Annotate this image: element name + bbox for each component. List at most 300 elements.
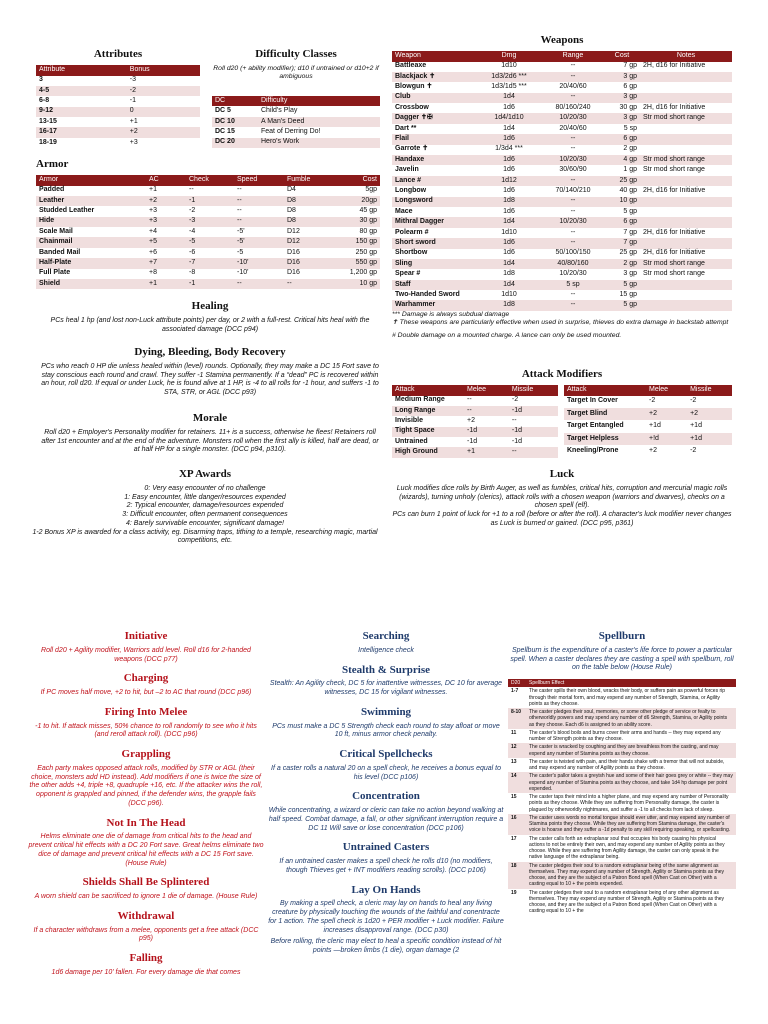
cell: 5 gp	[623, 207, 637, 215]
cell: Child's Play	[261, 107, 298, 115]
grappling-text: Each party makes opposed attack rolls, modified by STR or AGL (their choice, monsters add HD instead). Add modifiers if one is twice the size of the other adds +4, triple +8, quadruple +16, etc. If the attacker wins the roll, opponent is grappled and pinned, if the defender wins, the grapple fails (DCC p96).	[29, 764, 263, 807]
cell: -1d	[511, 427, 523, 435]
table-row	[36, 138, 200, 148]
table-row	[508, 835, 736, 862]
critical-spellchecks-section	[268, 748, 504, 782]
table-row	[36, 258, 380, 268]
cell	[640, 300, 732, 310]
cell: 1d12	[501, 176, 517, 184]
cell: +8	[149, 269, 157, 277]
cell: 1d6	[503, 238, 515, 246]
table-row	[212, 138, 380, 148]
table-row	[564, 420, 732, 432]
cell: 3 gp	[623, 114, 637, 122]
cell: 18	[511, 862, 517, 869]
cell: Lance #	[395, 176, 422, 184]
cell: 5 gp	[623, 280, 637, 288]
cell: 30/60/90	[559, 166, 587, 174]
cell: 2H, d16 for Initiative	[643, 103, 706, 111]
cell: --	[467, 406, 472, 414]
stealth-surprise-title: Stealth & Surprise	[342, 663, 430, 676]
concentration-text: While concentrating, a wizard or cleric can take no action beyond walking at half speed. Combat damage, a fall, or other significant interruption require a DC 11 Will save or lose concentration (DCC p106)	[268, 807, 504, 832]
cell: --	[570, 145, 576, 153]
cell: --	[570, 72, 576, 80]
cell: +2	[649, 409, 657, 417]
xp-line: 0: Very easy encounter of no challenge	[144, 484, 266, 492]
cell: +7	[149, 259, 157, 267]
cell: 7 gp	[623, 228, 637, 236]
cell: DC 15	[215, 128, 235, 136]
lay-on-hands-text: Before rolling, the cleric may elect to heal a specific condition instead of hit points —broken limbs (1 die), organ damage (2	[270, 938, 502, 954]
cell: --	[570, 93, 576, 101]
cell: 13	[511, 758, 517, 765]
col-header: Notes	[676, 51, 696, 59]
cell: 11	[511, 729, 517, 736]
untrained-casters-section	[268, 841, 504, 875]
xp-line: 2: Typical encounter, damage/resources expended	[126, 502, 284, 510]
cell: Medium Range	[395, 396, 445, 404]
dying-text: PCs who reach 0 HP die unless healed within (level) rounds. Optionally, they may make a DC 15 Fort save to stay conscious each round and crawl. They suffer -1 Stamina permanently. If a “dead” PC is recovered within an hour, roll d20. If equal or under Luck, he is found alive at 1 HP, is -4 to all rolls for -1 hour, and suffers -1 to STA, STR, or AGL (DCC p93)	[41, 362, 379, 396]
cell: 10/20/30	[559, 114, 587, 122]
stealth-surprise-section	[268, 664, 504, 698]
table-row	[392, 238, 732, 248]
table-row	[508, 889, 736, 916]
morale-section	[40, 412, 380, 455]
col-header: Attack	[567, 385, 587, 393]
cell: Garrote ✝	[395, 145, 429, 153]
cell: +2	[467, 417, 475, 425]
table-row	[392, 217, 732, 227]
cell: D12	[287, 227, 300, 235]
cell: Str mod short range	[643, 166, 705, 174]
cell: --	[570, 228, 576, 236]
cell: --	[570, 301, 576, 309]
withdrawal-section	[28, 910, 264, 944]
critical-spellchecks-text: If a caster rolls a natural 20 on a spell check, he receives a bonus equal to his level (DCC p106)	[271, 764, 501, 781]
cell: 20gp	[361, 196, 377, 204]
cell: 10/20/30	[559, 218, 587, 226]
cell: +3	[129, 138, 138, 146]
searching-text: Intelligence check	[358, 646, 414, 654]
table-row	[392, 82, 732, 92]
cell: 2H, d16 for Initiative	[643, 228, 706, 236]
cell: 10/20/30	[559, 270, 587, 278]
cell: 10 gp	[359, 279, 377, 287]
cell: Blackjack ✝	[395, 72, 436, 80]
cell	[640, 238, 732, 248]
cell: Handaxe	[395, 155, 425, 163]
initiative-section	[28, 630, 264, 664]
cell: -2	[690, 447, 697, 455]
cell: 20/40/60	[559, 124, 587, 132]
cell: 6-8	[39, 97, 50, 105]
cell: 6 gp	[623, 83, 637, 91]
cell: 15	[511, 794, 517, 800]
cell	[640, 176, 732, 186]
table-row	[508, 743, 736, 758]
col-header: AC	[149, 175, 159, 183]
cell	[640, 134, 732, 144]
cell: Flail	[395, 135, 410, 143]
table-row	[392, 269, 732, 279]
col-header: Melee	[467, 385, 487, 393]
cell: 1d6	[503, 249, 515, 257]
cell: 1d8	[503, 270, 515, 278]
cell: Target Entangled	[567, 422, 624, 430]
cell: 8-10	[511, 709, 522, 715]
cell: 3	[39, 76, 43, 84]
attack-mods-table-right	[564, 385, 732, 458]
cell: +1	[129, 117, 138, 125]
cell: Battleaxe	[395, 62, 427, 70]
cell: --	[237, 217, 242, 225]
col-header: Spellburn Effect	[529, 680, 565, 686]
cell: Chainmail	[39, 238, 73, 246]
cell: +3	[149, 217, 157, 225]
withdrawal-text: If a character withdraws from a melee, opponents get a free attack (DCC p95)	[33, 926, 259, 943]
cell: 3 gp	[623, 93, 637, 101]
cell: Padded	[39, 186, 65, 194]
table-row	[564, 408, 732, 420]
cell: 30 gp	[359, 217, 377, 225]
cell: D8	[287, 207, 296, 215]
cell: 9-12	[39, 107, 54, 115]
cell: 1d4	[503, 93, 515, 101]
cell: -2	[129, 86, 137, 94]
cell: The caster pledges their soul, memories, or some other pledge of service or fealty to otherworldly powers and may spend any number of d6 Strength, Stamina, or Agility points as they choose. Each d6 is assigned to an ability score.	[529, 709, 728, 728]
cell: Polearm #	[395, 228, 429, 236]
cell: Javelin	[395, 166, 419, 174]
cell: -5	[189, 238, 196, 246]
firing-into-melee-title: Firing Into Melee	[104, 705, 188, 718]
cell: -10'	[237, 269, 249, 277]
col-header: Cost	[614, 51, 630, 59]
cell: -4	[189, 227, 196, 235]
cell: Mace	[395, 207, 413, 215]
cell: 1d4	[503, 124, 515, 132]
healing-section	[40, 300, 380, 334]
cell	[640, 93, 732, 103]
cell: -2	[690, 397, 697, 405]
table-row	[392, 103, 732, 113]
cell: The caster is wracked by coughing and they are breathless from the casting, and may expend any number of Stamina points as they choose.	[529, 744, 719, 757]
spellburn-table	[508, 679, 736, 916]
table-row	[508, 687, 736, 708]
attack-mods-section	[392, 368, 732, 458]
lay-on-hands-title: Lay On Hands	[351, 883, 421, 896]
searching-title: Searching	[362, 630, 410, 642]
cell: +3	[149, 207, 157, 215]
lay-on-hands-text: By making a spell check, a cleric may lay on hands to heal any living creature by physically touching the wounds of the faithful and conentracte for 1 action. The spell check is 1d20 + PER modifier + Luck modifier. Failure increases disapproval range. (DCC p30)	[268, 900, 504, 934]
table-row	[392, 62, 732, 72]
col-header: Missile	[511, 385, 534, 393]
cell: The caster's pallor takes a greyish hue and some of their hair goes grey or white -- they may expend any number of Stamina points as they choose, and take 1d4 hp damage per point expended.	[529, 773, 733, 792]
cell: +6	[149, 248, 157, 256]
cell: 0	[129, 107, 134, 115]
cell: The caster taps their mind into a higher plane, and may expend any number of Personality points as they choose. While they are suffering from Personality damage, the caster is plagued by otherworldly nightmares, and suffer a -1 to all checks from lack of sleep.	[529, 794, 729, 813]
cell: -5	[237, 248, 244, 256]
table-row	[508, 814, 736, 835]
table-row	[508, 772, 736, 793]
table-row	[36, 186, 380, 196]
cell	[640, 72, 732, 82]
cell: Untrained	[395, 437, 428, 445]
table-row	[564, 433, 732, 445]
swimming-text: PCs must make a DC 5 Strength check each round to stay afloat or move 10 ft, minus armor check penalty.	[272, 722, 500, 739]
difficulty-section	[212, 48, 380, 148]
cell: -5'	[237, 227, 245, 235]
col-header: Dmg	[501, 51, 517, 59]
cell: The caster's blood boils and burns cover their arms and hands -- they may expend any number of Strength points as they choose.	[529, 729, 721, 742]
cell: DC 5	[215, 107, 231, 115]
table-row	[392, 406, 558, 416]
cell: 18-19	[39, 138, 57, 146]
cell	[640, 82, 732, 92]
cell: --	[287, 279, 292, 287]
cell: Str mod short range	[643, 114, 705, 122]
table-row	[36, 269, 380, 279]
cell: --	[237, 279, 242, 287]
col-header: Missile	[690, 385, 712, 393]
cell: 40 gp	[619, 187, 637, 194]
table-row	[392, 93, 732, 103]
cell: 1d3/2d6 ***	[491, 72, 527, 80]
cell: --	[189, 186, 194, 194]
falling-title: Falling	[129, 952, 163, 964]
table-row	[392, 427, 558, 437]
cell: Longsword	[395, 197, 433, 205]
cell: 70/140/210	[555, 187, 591, 194]
cell: 1d6	[503, 207, 515, 215]
cell: Sling	[395, 259, 413, 267]
withdrawal-title: Withdrawal	[117, 909, 175, 922]
cell: -1	[129, 97, 137, 105]
cell: -6	[189, 248, 196, 256]
cell	[640, 280, 732, 290]
not-in-the-head-section	[28, 817, 264, 869]
cell: 550 gp	[355, 259, 377, 267]
xp-line: 3: Difficult encounter, often permanent consequences	[122, 511, 288, 518]
cell: 1d6	[503, 187, 515, 194]
table-row	[36, 117, 200, 127]
weapons-note: *** Damage is always subdual damage	[392, 310, 510, 318]
firing-into-melee-text: -1 to hit. If attack misses, 50% chance to roll randomly to see who it hits (and reroll attack roll). (DCC p96)	[35, 722, 257, 739]
healing-text: PCs heal 1 hp (and lost non-Luck attribute points) per day, or 2 with a full-rest. Critical hits heal with the associated damage (DCC p94)	[50, 316, 370, 333]
cell: +1	[149, 279, 157, 287]
attributes-table	[36, 65, 200, 148]
cell: Str mod short range	[643, 259, 705, 267]
firing-into-melee-section	[28, 706, 264, 740]
cell: 1d8	[503, 301, 515, 309]
cell: 5gp	[365, 186, 377, 194]
untrained-casters-title: Untrained Casters	[342, 841, 430, 854]
table-row	[36, 196, 380, 206]
xp-line: 4: Barely survivable encounter, significant damage!	[126, 519, 284, 527]
cell: Warhammer	[395, 301, 436, 309]
difficulty-title: Difficulty Classes	[255, 48, 337, 60]
table-row	[564, 445, 732, 457]
table-row	[392, 186, 732, 196]
table-row	[392, 447, 558, 457]
cell: Long Range	[395, 406, 436, 414]
cell: -2	[511, 396, 519, 404]
not-in-the-head-text: Helms eliminate one die of damage from critical hits to the head and prevent critical hit effects with a DC 20 Fort save. Great helms eliminate two dice of damage and prevent critical hit effects with a DC 15 Fort save. (House Rule)	[28, 833, 264, 867]
cell	[640, 207, 732, 217]
xp-bonus: 1-2 Bonus XP is awarded for a class activity, eg. Disarming traps, tithing to a temple, researching magic, martial competitions, etc.	[32, 528, 378, 545]
table-row	[392, 396, 558, 406]
attack-mods-title: Attack Modifiers	[521, 368, 603, 380]
table-row	[508, 793, 736, 814]
cell: D16	[287, 259, 300, 267]
cell: 80 gp	[359, 227, 377, 235]
spellburn-section	[508, 630, 736, 916]
dying-section	[40, 346, 380, 398]
col-header: Fumble	[287, 175, 311, 183]
cell: Staff	[395, 280, 411, 288]
cell: High Ground	[395, 448, 438, 456]
cell: --	[570, 238, 576, 246]
cell: +1d	[649, 422, 661, 430]
cell: 17	[511, 835, 517, 842]
initiative-title: Initiative	[124, 630, 168, 642]
cell: 1,200 gp	[349, 269, 377, 277]
cell: 2 gp	[623, 259, 637, 267]
searching-section	[268, 630, 504, 656]
armor-title: Armor	[36, 158, 69, 170]
cell: DC 10	[215, 117, 235, 125]
weapons-note: ✝ These weapons are particularly effective when used in surprise, thieves do extra damage in backstab attempt	[392, 319, 729, 327]
table-row	[36, 96, 200, 106]
table-row	[36, 76, 200, 86]
concentration-section	[268, 790, 504, 833]
cell: 1d6	[503, 103, 515, 111]
weapons-title: Weapons	[540, 34, 584, 46]
table-row	[392, 124, 732, 134]
critical-spellchecks-title: Critical Spellchecks	[339, 748, 433, 760]
cell: Club	[395, 93, 411, 101]
cell: D16	[287, 269, 300, 277]
cell: 6 gp	[623, 218, 637, 226]
cell: Spear #	[395, 270, 421, 278]
luck-section	[392, 468, 732, 529]
cell: Kneeling/Prone	[567, 447, 619, 455]
armor-section	[36, 158, 380, 289]
table-row	[392, 165, 732, 175]
cell: 1 gp	[623, 166, 637, 174]
rules-column-2	[268, 630, 504, 964]
cell: --	[237, 186, 242, 194]
col-header: Range	[562, 51, 584, 59]
attack-mods-table-left	[392, 385, 558, 458]
col-header: Melee	[649, 385, 669, 393]
cell: -2	[189, 207, 196, 215]
xp-title: XP Awards	[178, 468, 232, 480]
table-row	[392, 207, 732, 217]
charging-text: If PC moves half move, +2 to hit, but –2 to AC that round (DCC p96)	[40, 689, 252, 696]
cell: 7 gp	[623, 62, 637, 70]
cell: DC 20	[215, 138, 235, 146]
cell: 50/100/150	[555, 249, 591, 257]
cell: Shield	[39, 279, 61, 287]
cell: -1	[189, 196, 196, 204]
cell: D8	[287, 217, 296, 225]
cell: -3	[189, 217, 196, 225]
cell: 1d4/1d10	[494, 114, 524, 122]
cell: +1	[149, 186, 157, 194]
table-row	[392, 155, 732, 165]
table-row	[212, 117, 380, 127]
cell: +2	[129, 128, 138, 136]
cell: Tight Space	[395, 427, 435, 435]
grappling-section	[28, 748, 264, 809]
difficulty-table	[212, 96, 380, 148]
cell: Studded Leather	[39, 207, 95, 215]
col-header: D20	[511, 680, 521, 686]
charging-section	[28, 672, 264, 698]
table-row	[392, 290, 732, 300]
cell: 1d6	[503, 135, 515, 143]
table-row	[36, 206, 380, 216]
cell: -2	[649, 397, 656, 405]
spellburn-text: Spellburn is the expenditure of a caster's life force to power a particular spell. When a caster declares they are casting a spell with spellburn, roll on the table below (House Rule)	[510, 646, 734, 672]
table-row	[508, 862, 736, 889]
cell: Crossbow	[395, 103, 429, 111]
falling-section	[28, 952, 264, 978]
cell: 5 sp	[566, 280, 580, 288]
cell: 1d4	[503, 280, 515, 288]
cell: Target Blind	[567, 409, 608, 417]
table-row	[36, 107, 200, 117]
cell: --	[570, 290, 576, 298]
cell: Half-Plate	[39, 259, 72, 267]
table-row	[392, 259, 732, 269]
cell	[640, 197, 732, 207]
cell: A Man's Deed	[261, 117, 305, 125]
cell	[640, 124, 732, 134]
cell: 19	[511, 889, 517, 896]
cell: 3 gp	[623, 72, 637, 80]
shields-shall-be-splintered-text: A worn shield can be sacrificed to ignore 1 die of damage. (House Rule)	[34, 893, 258, 900]
cell: 1/3d4 ***	[495, 145, 523, 153]
cell: Invisible	[395, 417, 424, 425]
col-header: Attribute	[39, 65, 66, 73]
cell: 10 gp	[619, 197, 637, 205]
cell: 2H, d16 for Initiative	[643, 187, 706, 194]
table-row	[392, 300, 732, 310]
lay-on-hands-section	[268, 884, 504, 956]
cell: -1d	[511, 406, 523, 414]
cell: 80/160/240	[555, 103, 591, 111]
table-row	[508, 758, 736, 773]
cell: 2 gp	[623, 145, 637, 153]
table-row	[36, 237, 380, 247]
cell: Short sword	[395, 238, 436, 246]
cell: 1d4	[503, 218, 515, 226]
cell: 2H, d16 for Initiative	[643, 249, 706, 257]
cell	[640, 145, 732, 155]
cell: Full Plate	[39, 269, 71, 277]
shields-shall-be-splintered-section	[28, 876, 264, 902]
cell: 5 gp	[623, 301, 637, 309]
cell: Hero's Work	[261, 138, 300, 146]
cell: +1d	[690, 434, 702, 442]
cell: --	[570, 176, 576, 184]
cell: The caster pledges their soul to a random extraplanar being of any other alignment as themselves. They may expend any number of Strength, Agility or Stamina points as they choose, and they are the subject of a Patron Bond spell (When Cast on Other) with a casting equal to 10 + the	[529, 889, 725, 915]
cell	[640, 290, 732, 300]
col-header: Check	[189, 175, 209, 183]
cell: Str mod short range	[643, 270, 705, 278]
table-row	[392, 134, 732, 144]
